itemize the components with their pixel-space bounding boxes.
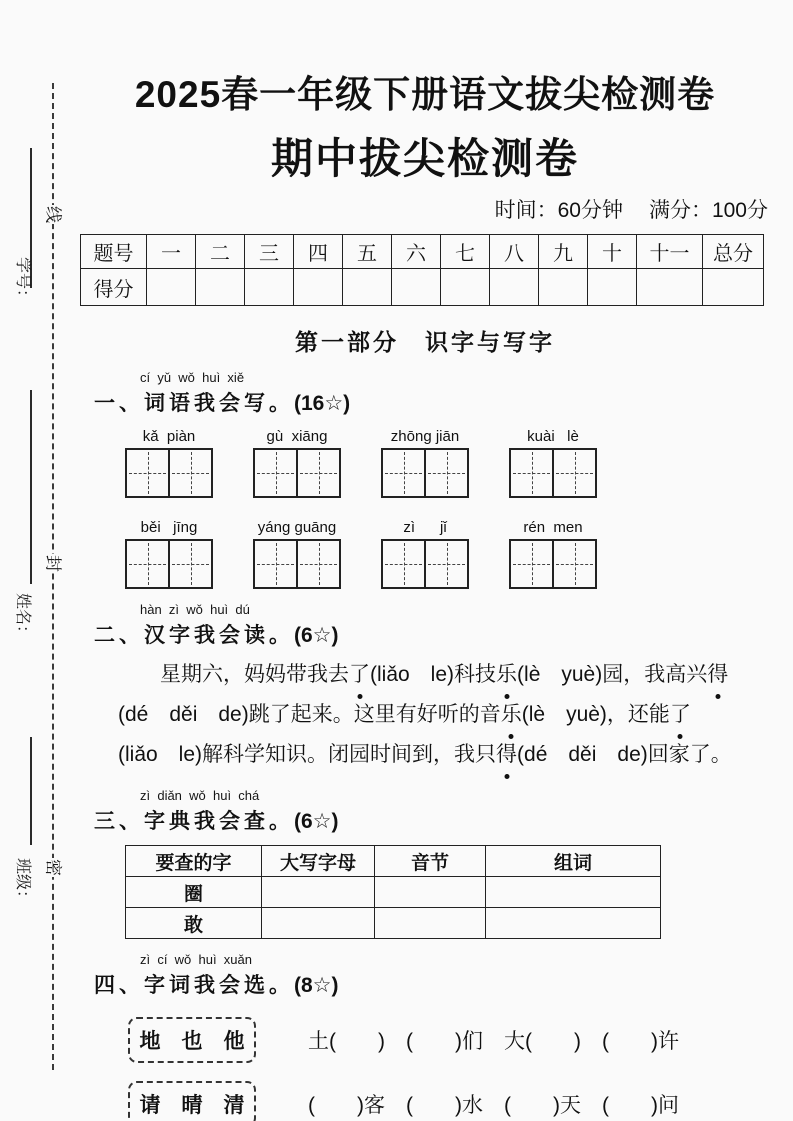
- score-entry-cell[interactable]: [392, 269, 441, 306]
- score-table-header-cell: 十: [588, 235, 637, 269]
- writing-grid[interactable]: [125, 539, 213, 589]
- q4-choices-box-1: 地 也 他: [128, 1017, 256, 1063]
- score-entry-cell[interactable]: [588, 269, 637, 306]
- student-name-label: 姓名：: [14, 592, 31, 641]
- dictionary-header-cell: 音节: [375, 846, 486, 877]
- time-limit: 时间：60分钟: [494, 199, 623, 222]
- word-block: [509, 520, 597, 589]
- section-q1: [80, 371, 770, 589]
- word-block: [253, 520, 341, 589]
- dictionary-answer-cell[interactable]: [486, 908, 661, 939]
- q1-word-rows: [125, 429, 770, 589]
- passage-text: (lè yuè)，还能: [521, 703, 670, 726]
- writing-grid-cell[interactable]: [255, 541, 296, 587]
- word-pinyin: kǎ piàn: [142, 428, 196, 445]
- class-blank-line[interactable]: [30, 737, 32, 845]
- emphasized-char: 了: [349, 655, 370, 695]
- section-q2: [80, 603, 770, 775]
- dictionary-header-cell: 大写字母: [262, 846, 375, 877]
- dictionary-table: [125, 845, 661, 939]
- writing-grid-cell[interactable]: [168, 541, 211, 587]
- dictionary-answer-cell[interactable]: [375, 877, 486, 908]
- score-entry-cell[interactable]: [539, 269, 588, 306]
- q3-points: (6☆): [294, 810, 339, 833]
- dictionary-header-cell: 要查的字: [126, 846, 262, 877]
- word-pinyin: yáng guāng: [257, 519, 337, 536]
- q1-pinyin: cí yǔ wǒ huì xiě: [140, 370, 245, 385]
- score-entry-cell[interactable]: [196, 269, 245, 306]
- writing-grid-cell[interactable]: [383, 450, 424, 496]
- paper-title: 2025春一年级下册语文拔尖检测卷: [134, 74, 716, 115]
- writing-grid-cell[interactable]: [511, 450, 552, 496]
- score-table-header-cell: 九: [539, 235, 588, 269]
- score-table-header-cell: 七: [441, 235, 490, 269]
- word-block: [381, 520, 469, 589]
- writing-grid-cell[interactable]: [127, 450, 168, 496]
- q2-pinyin: hàn zì wǒ huì dú: [140, 602, 250, 617]
- writing-grid-cell[interactable]: [552, 541, 595, 587]
- score-entry-cell[interactable]: [343, 269, 392, 306]
- score-table-header-cell: 一: [147, 235, 196, 269]
- score-entry-cell[interactable]: [637, 269, 703, 306]
- q4-row-2: [128, 1081, 770, 1121]
- q3-pinyin: zì diǎn wǒ huì chá: [140, 788, 260, 803]
- word-pinyin: běi jīng: [140, 519, 198, 536]
- passage-line: [118, 655, 770, 695]
- q4-heading: [94, 969, 770, 999]
- writing-grid-cell[interactable]: [127, 541, 168, 587]
- dictionary-header-cell: 组词: [486, 846, 661, 877]
- score-table-header-cell: 八: [490, 235, 539, 269]
- word-pinyin: rén men: [523, 519, 583, 536]
- q4-fill-line-2[interactable]: ( )客 ( )水 ( )天 ( )问: [308, 1094, 679, 1117]
- writing-grid[interactable]: [253, 448, 341, 498]
- lookup-char: 圈: [126, 877, 262, 908]
- dictionary-row: [126, 877, 661, 908]
- emphasized-char: 了: [670, 695, 691, 735]
- dictionary-answer-cell[interactable]: [262, 877, 375, 908]
- passage-text: 星期六，妈妈带我去: [160, 663, 349, 686]
- q4-points: (8☆): [294, 974, 339, 997]
- word-block: [509, 429, 597, 498]
- writing-grid-cell[interactable]: [511, 541, 552, 587]
- passage-line: [118, 695, 770, 735]
- seal-dashed-line: [52, 83, 54, 1070]
- score-entry-cell[interactable]: [294, 269, 343, 306]
- score-table-header-row: [81, 235, 764, 269]
- student-number-label: 学号：: [14, 256, 31, 305]
- q4-title: 四、字词我会选。: [94, 974, 294, 997]
- q1-heading: [94, 387, 770, 417]
- passage-line: [118, 735, 770, 775]
- score-table-header-cell: 十一: [637, 235, 703, 269]
- paper-body: [80, 0, 770, 1121]
- section-q4: [80, 953, 770, 1121]
- q3-heading: [94, 805, 770, 835]
- word-block: [381, 429, 469, 498]
- class-label: 班级：: [14, 857, 31, 906]
- score-entry-cell[interactable]: [490, 269, 539, 306]
- score-entry-cell[interactable]: [245, 269, 294, 306]
- writing-grid-cell[interactable]: [383, 541, 424, 587]
- writing-grid-cell[interactable]: [424, 450, 467, 496]
- seal-char-xian: 线: [43, 206, 63, 223]
- q2-points: (6☆): [294, 624, 339, 647]
- writing-grid[interactable]: [253, 539, 341, 589]
- writing-grid[interactable]: [125, 448, 213, 498]
- q1-title: 一、词语我会写。: [94, 392, 294, 415]
- emphasized-char: 乐: [496, 655, 517, 695]
- q4-pinyin: zì cí wǒ huì xuǎn: [140, 952, 252, 967]
- dictionary-table-header-row: [126, 846, 661, 877]
- writing-grid-cell[interactable]: [168, 450, 211, 496]
- seal-char-feng: 封: [43, 555, 63, 572]
- score-table-header-cell: 五: [343, 235, 392, 269]
- passage-text: (liǎo le)解科学知识。闭园时间到，我只: [118, 743, 497, 766]
- score-entry-cell[interactable]: [441, 269, 490, 306]
- word-block: [253, 429, 341, 498]
- writing-grid-cell[interactable]: [424, 541, 467, 587]
- dictionary-answer-cell[interactable]: [375, 908, 486, 939]
- score-table: [80, 234, 764, 306]
- paper-subtitle: 期中拔尖检测卷: [270, 135, 579, 182]
- score-table-header-cell: 题号: [81, 235, 147, 269]
- word-block: [125, 520, 213, 589]
- score-entry-cell[interactable]: [147, 269, 196, 306]
- writing-grid-cell[interactable]: [552, 450, 595, 496]
- writing-grid[interactable]: [509, 448, 597, 498]
- student-name-blank-line[interactable]: [30, 390, 32, 584]
- q4-row-1: [128, 1017, 770, 1063]
- word-pinyin: zì jǐ: [403, 519, 447, 536]
- score-table-header-cell: 二: [196, 235, 245, 269]
- q2-heading: [94, 619, 770, 649]
- lookup-char: 敢: [126, 908, 262, 939]
- q2-title: 二、汉字我会读。: [94, 624, 294, 647]
- writing-grid-cell[interactable]: [296, 450, 339, 496]
- passage-text: (lè yuè)园，我高兴: [517, 663, 708, 686]
- word-pinyin: zhōng jiān: [390, 428, 460, 445]
- emphasized-char: 得: [496, 735, 517, 775]
- score-entry-cell[interactable]: [703, 269, 764, 306]
- emphasized-char: 得: [707, 655, 728, 695]
- part1-title: 第一部分 识字与写字: [295, 329, 555, 355]
- passage-text: (dé děi de)回家了。: [517, 743, 732, 766]
- score-table-header-cell: 总分: [703, 235, 764, 269]
- q4-fill-line-1[interactable]: 土( ) ( )们 大( ) ( )许: [308, 1030, 679, 1053]
- passage-text: (dé děi de)跳了起来。这里有好听的音: [118, 703, 501, 726]
- dictionary-answer-cell[interactable]: [486, 877, 661, 908]
- word-pinyin: kuài lè: [527, 428, 579, 445]
- writing-grid[interactable]: [381, 448, 469, 498]
- passage-text: (liǎo le)科技: [370, 663, 497, 686]
- q4-choices-box-2: 请 晴 清: [128, 1081, 256, 1121]
- score-table-header-cell: 三: [245, 235, 294, 269]
- q3-title: 三、字典我会查。: [94, 810, 294, 833]
- q1-points: (16☆): [294, 392, 351, 415]
- q2-passage: [118, 655, 770, 775]
- section-q3: [80, 789, 770, 939]
- word-row: [125, 520, 770, 589]
- score-table-header-cell: 六: [392, 235, 441, 269]
- emphasized-char: 乐: [501, 695, 522, 735]
- word-block: [125, 429, 213, 498]
- writing-grid[interactable]: [509, 539, 597, 589]
- score-table-score-row: [81, 269, 764, 306]
- word-row: [125, 429, 770, 498]
- score-table-header-cell: 四: [294, 235, 343, 269]
- writing-grid-cell[interactable]: [296, 541, 339, 587]
- word-pinyin: gù xiāng: [266, 428, 328, 445]
- dictionary-row: [126, 908, 661, 939]
- full-score: 满分：100分: [648, 199, 768, 222]
- writing-grid[interactable]: [381, 539, 469, 589]
- writing-grid-cell[interactable]: [255, 450, 296, 496]
- exam-meta: [80, 194, 770, 224]
- seal-char-mi: 密: [43, 859, 63, 876]
- score-row-label: 得分: [81, 269, 147, 306]
- dictionary-answer-cell[interactable]: [262, 908, 375, 939]
